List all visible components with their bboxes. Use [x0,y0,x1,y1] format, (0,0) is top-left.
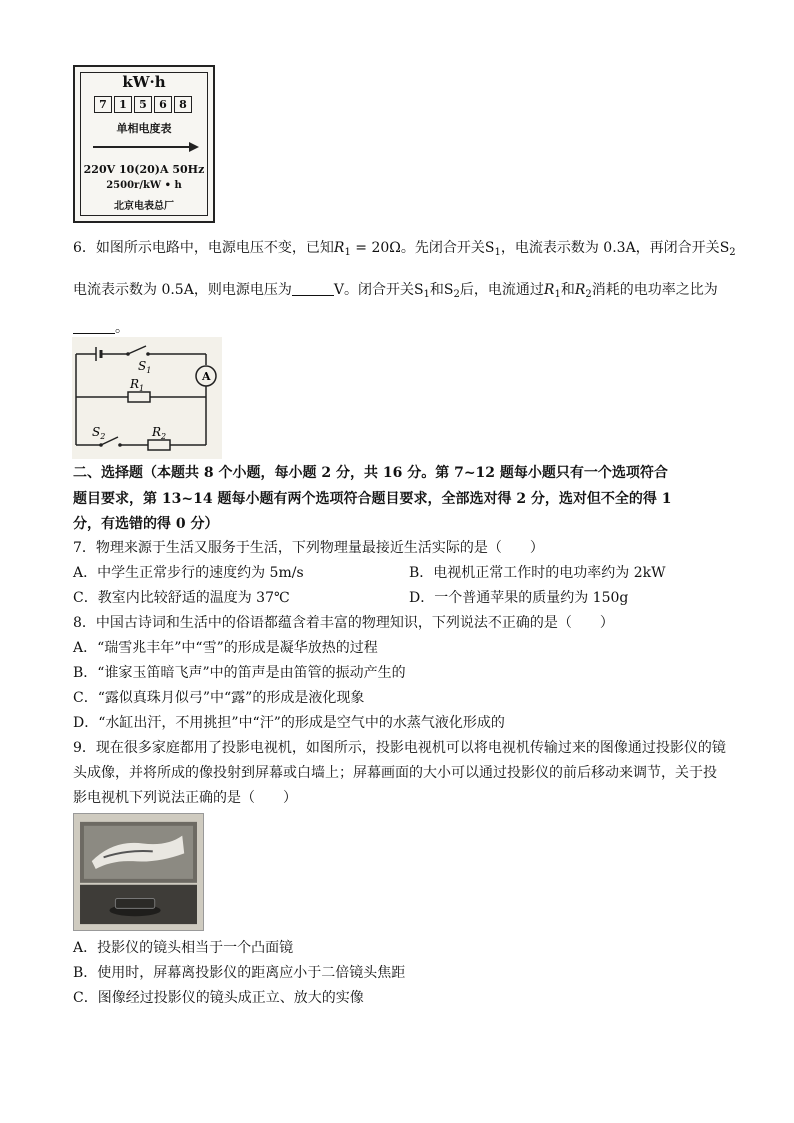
projector-photo [73,813,204,931]
meter-spec-revolutions: 2500r/kW • h [106,180,182,191]
meter-unit: kW·h [122,73,166,91]
meter-spec-rating: 220V 10(20)A 50Hz [83,163,205,176]
q6-line3: 。 [73,318,129,338]
q9-option-b[interactable]: B．使用时，屏幕离投影仪的距离应小于二倍镜头焦距 [73,965,406,981]
meter-digit: 8 [174,96,192,113]
q8-option-c[interactable]: C．“露似真珠月似弓”中“露”的形成是液化现象 [73,690,365,706]
section2-heading-line3: 分，有选错的得 0 分） [73,516,219,532]
label-r2: $R_2$ [152,425,167,441]
meter-digit: 7 [94,96,112,113]
answer-blank[interactable] [292,281,334,296]
q6-line1: 6．如图所示电路中，电源电压不变，已知$R_1 = 20\Omega$。先闭合开关$S_1$，电流表示数为 0.3A，再闭合开关$S_2$ [73,240,736,258]
q7-stem: 7．物理来源于生活又服务于生活，下列物理量最接近生活实际的是（ ） [73,540,544,556]
q7-option-c[interactable]: C．教室内比较舒适的温度为 37℃ [73,590,290,606]
meter-digit: 5 [134,96,152,113]
label-s2: $S_2$ [92,425,106,441]
q9-option-a[interactable]: A．投影仪的镜头相当于一个凸面镜 [73,940,294,956]
section2-heading-line1: 二、选择题（本题共 8 个小题，每小题 2 分，共 16 分。第 7~12 题每小题只有一个选项符合 [73,465,668,481]
meter-title: 单相电度表 [116,122,172,135]
meter-digits [94,96,194,113]
meter-maker: 北京电表总厂 [114,201,174,212]
q6-line2: 电流表示数为 0.5A，则电源电压为 V。闭合开关$S_1$和$S_2$后，电流通过$R_1$和$R_2$消耗的电功率之比为 [73,282,718,300]
label-s1: $S_1$ [138,359,152,375]
q8-stem: 8．中国古诗词和生活中的俗语都蕴含着丰富的物理知识，下列说法不正确的是（ ） [73,615,614,631]
section2-heading-line2: 题目要求，第 13~14 题每小题有两个选项符合题目要求，全部选对得 2 分，选对但不全的得 1 [73,491,672,507]
label-ammeter: A [202,370,211,383]
circuit-diagram [72,337,222,459]
q9-line3: 影电视机下列说法正确的是（ ） [73,790,297,806]
q8-option-a[interactable]: A．“瑞雪兆丰年”中“雪”的形成是凝华放热的过程 [73,640,378,656]
meter-digit: 1 [114,96,132,113]
q7-option-d[interactable]: D．一个普通苹果的质量约为 150g [409,590,629,606]
q9-line2: 头成像，并将所成的像投射到屏幕或白墙上；屏幕画面的大小可以通过投影仪的前后移动来调节，关于投 [73,765,717,781]
meter-arrow-icon [91,139,201,155]
q8-option-b[interactable]: B．“谁家玉笛暗飞声”中的笛声是由笛管的振动产生的 [73,665,406,681]
q9-option-c[interactable]: C．图像经过投影仪的镜头成正立、放大的实像 [73,990,364,1006]
q7-option-b[interactable]: B．电视机正常工作时的电功率约为 2kW [409,565,666,581]
label-r1: $R_1$ [130,377,145,393]
q9-line1: 9．现在很多家庭都用了投影电视机，如图所示，投影电视机可以将电视机传输过来的图像通过投影仪的镜 [73,740,726,756]
electric-meter-figure [73,65,215,223]
q7-option-a[interactable]: A．中学生正常步行的速度约为 5m/s [73,565,304,581]
answer-blank[interactable] [73,319,115,334]
q8-option-d[interactable]: D．“水缸出汗，不用挑担”中“汗”的形成是空气中的水蒸气液化形成的 [73,715,505,731]
meter-digit: 6 [154,96,172,113]
